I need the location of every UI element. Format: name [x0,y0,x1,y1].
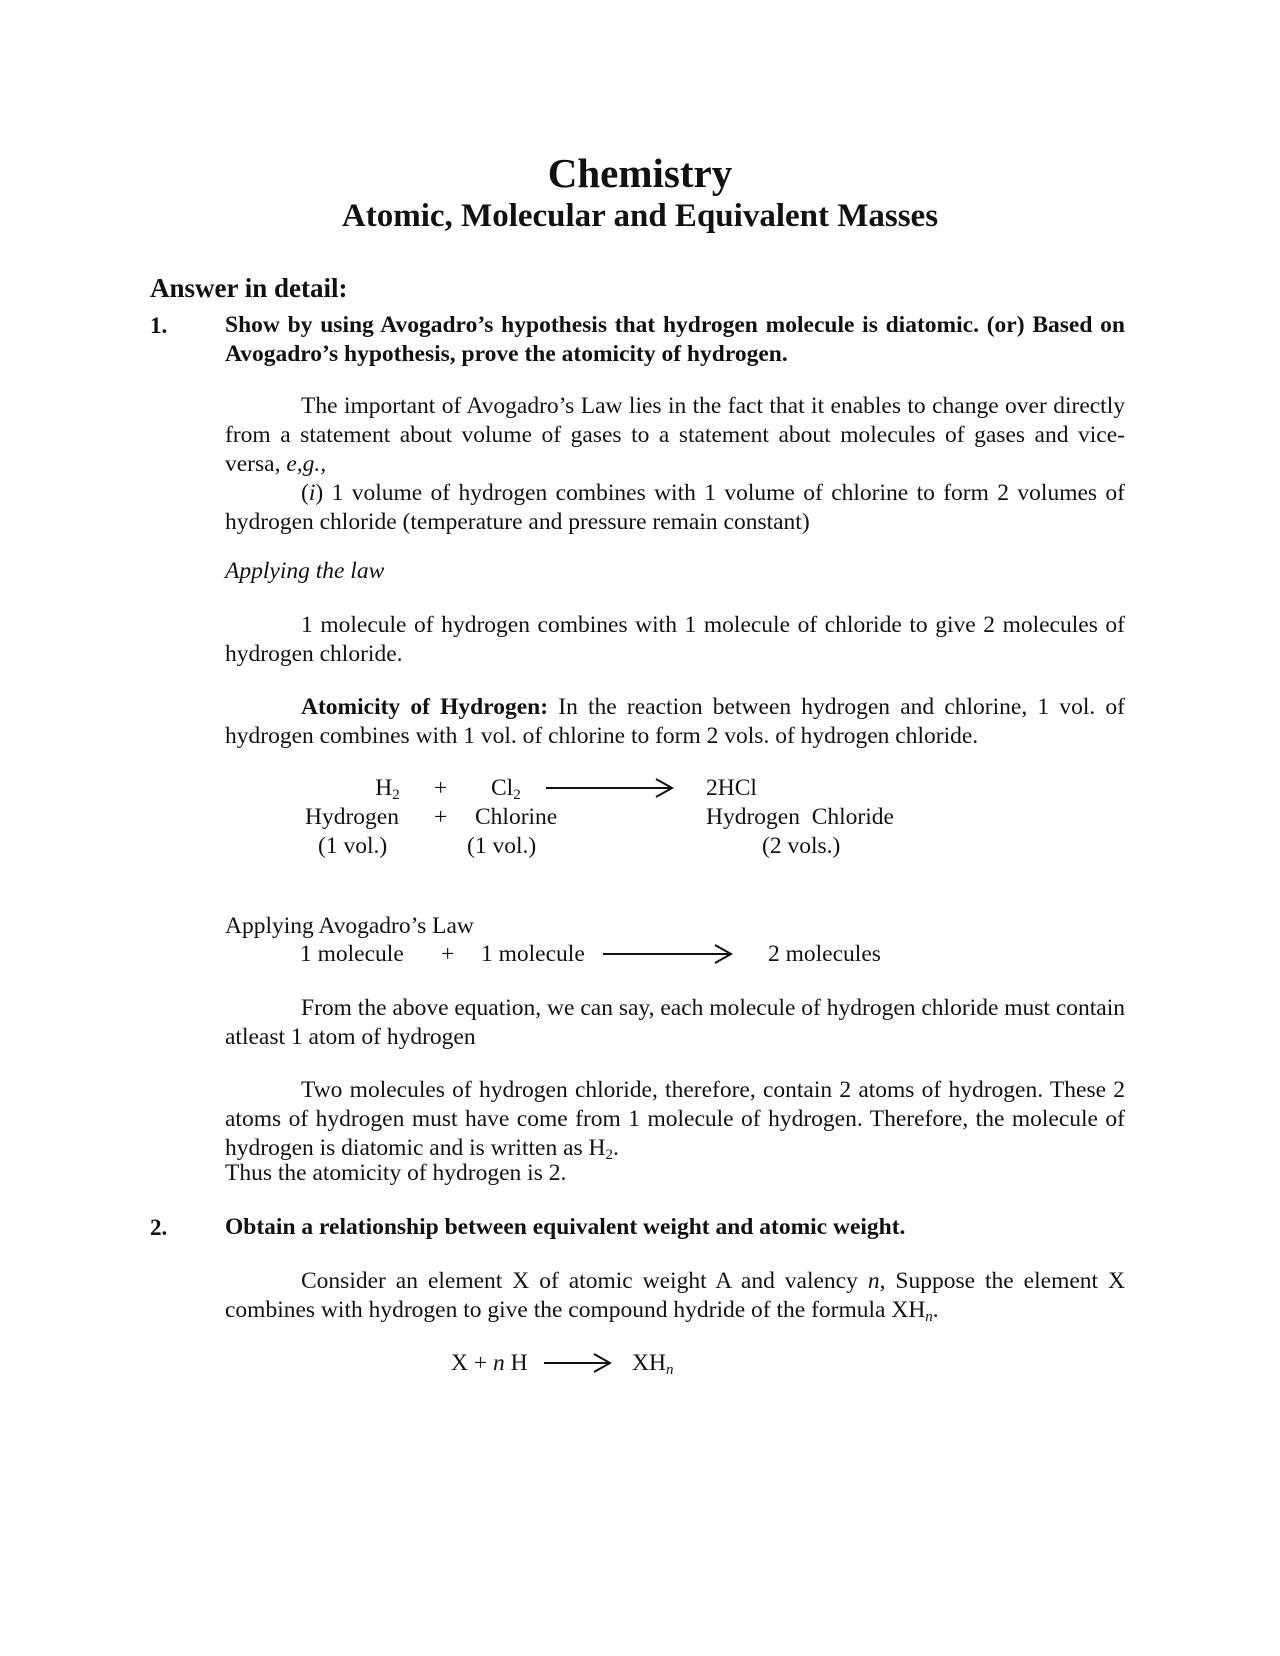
eq1-h-base: H [375,775,393,801]
q1-applying-law: Applying the law [225,558,385,584]
eq1-hydrogen-volume: (1 vol.) [318,833,388,859]
question-2-text: Obtain a relationship between equivalent weight and atomic weight. [225,1214,906,1240]
eq2-arrow-icon [603,944,735,964]
document-title: Chemistry [547,150,733,196]
eq1-cl-sub: 2 [513,787,521,803]
eq1-cl-base: Cl [491,775,514,801]
eq3-right [632,1349,673,1378]
section-heading: Answer in detail: [150,273,348,303]
question-2-number: 2. [150,1215,168,1240]
q1-paragraph-6-sub: 2 [605,1147,613,1163]
eq3-arrow-icon [544,1353,614,1373]
q2-paragraph-1-b: , Suppose the element X combines with hydrogen to give the compound hydride of the formula XH [225,1268,1125,1323]
eq1-product-volume: (2 vols.) [762,833,841,859]
q2-formula-sub: n [925,1309,933,1325]
eq3-left-b: H [504,1350,528,1376]
q1-paragraph-6-end: . [613,1135,619,1161]
q1-paragraph-4 [225,693,1125,751]
eq3-left [451,1349,528,1378]
eq3-left-n: n [492,1350,505,1376]
question-1-text: Show by using Avogadro’s hypothesis that hydrogen molecule is diatomic. (or) Based on Avogadro’s hypothesis, prove the atomicity of hydrogen. [225,312,1125,367]
q1-paragraph-6 [225,1076,1125,1163]
eq3-right-sub: n [665,1362,674,1378]
eq1-chlorine-name: Chlorine [475,804,558,830]
eq1-h-sub: 2 [392,787,400,803]
q1-paragraph-7: Thus the atomicity of hydrogen is 2. [225,1160,567,1186]
eq2-left-2: 1 molecule [481,941,585,967]
q1-paragraph-1-text: The important of Avogadro’s Law lies in the fact that it enables to change over directly from a statement about volume of gases to a statement about molecules of gases and vice-versa, [225,393,1125,477]
q1-roman-i: i [308,480,316,506]
q1-paragraph-2-text: ) 1 volume of hydrogen combines with 1 volume of chlorine to form 2 volumes of hydrogen chloride (temperature and pressure remain constant) [225,480,1125,535]
eq1-plus-1: + [434,775,448,801]
q1-paragraph-6-text: Two molecules of hydrogen chloride, therefore, contain 2 atoms of hydrogen. These 2 atoms of hydrogen must have come from 1 molecule of hydrogen. Therefore, the molecule of hydrogen is diatomic and is written as H [225,1077,1125,1161]
q2-paragraph-1-a: Consider an element X of atomic weight A and valency [301,1268,868,1294]
question-1-number: 1. [150,313,168,338]
eq3-left-a: X + [451,1350,493,1376]
eq2-right: 2 molecules [768,941,881,967]
eq1-chlorine-formula [491,774,521,803]
eq1-hydrogen-name: Hydrogen [305,804,399,830]
q1-paragraph-3: 1 molecule of hydrogen combines with 1 molecule of chloride to give 2 molecules of hydrogen chloride. [225,612,1125,667]
q1-paragraph-4-text: In the reaction between hydrogen and chlorine, 1 vol. of hydrogen combines with 1 vol. of chlorine to form 2 vols. of hydrogen chloride. [225,694,1125,749]
eq1-hydrogen-formula [355,774,420,803]
eq1-product-name: Hydrogen Chloride [706,804,894,830]
q1-eg-text: e,g., [286,451,327,477]
q1-applying-avogadro: Applying Avogadro’s Law [225,913,474,939]
q1-atomicity-heading: Atomicity of Hydrogen: [301,694,549,720]
document-subtitle: Atomic, Molecular and Equivalent Masses [341,198,939,234]
eq3-right-base: XH [632,1350,666,1376]
q1-paragraph-2 [225,479,1125,537]
q2-paragraph-1 [225,1267,1125,1325]
q1-paragraph-2-open: ( [301,480,309,506]
q2-paragraph-1-end: . [932,1297,939,1323]
q1-paragraph-1 [225,392,1125,479]
q1-paragraph-5: From the above equation, we can say, each molecule of hydrogen chloride must contain atleast 1 atom of hydrogen [225,995,1125,1050]
eq1-chlorine-volume: (1 vol.) [467,833,537,859]
eq2-plus: + [441,941,455,967]
eq1-plus-2: + [434,804,448,830]
eq2-left-1: 1 molecule [300,941,404,967]
eq1-arrow-icon [546,778,676,798]
q2-valency-n: n [867,1268,880,1294]
eq1-product-formula: 2HCl [706,775,757,801]
